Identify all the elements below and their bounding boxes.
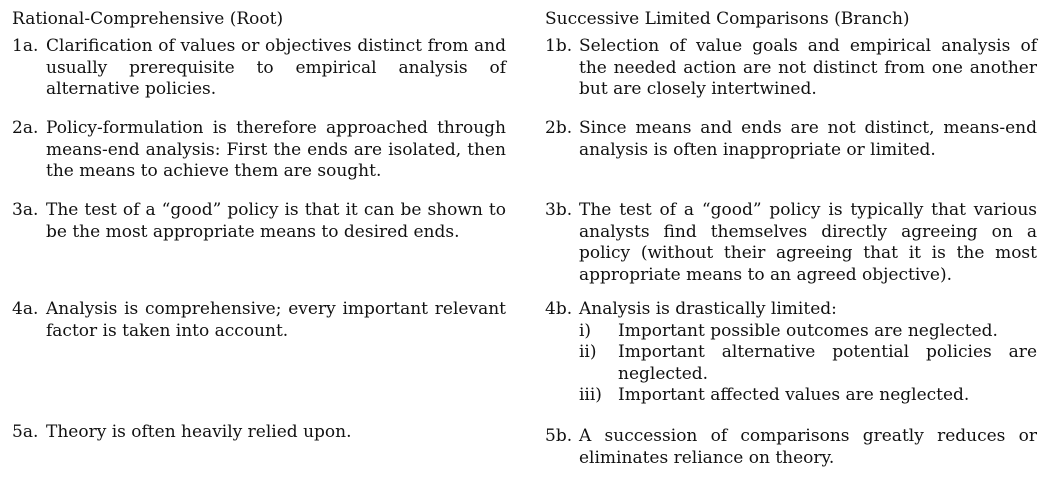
item-text: A succession of comparisons greatly reduces or eliminates reliance on theory. [579,426,1037,468]
subitem-i [579,321,1037,343]
root-item-2a [12,118,506,183]
item-text: Analysis is drastically limited: [579,299,837,319]
item-text: Clarification of values or objectives distinct from and usually prerequisite to empirical analysis of alternative policies. [46,36,506,99]
item-text: The test of a “good” policy is that it can be shown to be the most appropriate means to desired ends. [46,200,506,242]
root-item-5a [12,422,506,444]
item-text: Selection of value goals and empirical analysis of the needed action are not distinct from one another but are closely intertwined. [579,36,1037,99]
subitem-number: i) [579,320,592,341]
item-number: 4b. [545,299,573,319]
item-4b-body [579,299,1037,407]
branch-item-3b [545,200,1037,286]
root-item-1a [12,36,506,101]
branch-item-1b [545,36,1037,101]
item-number: 3b. [545,200,573,220]
item-number: 2a. [12,118,39,138]
subitem-ii [579,342,1037,385]
item-number: 3a. [12,200,39,220]
item-text: Theory is often heavily relied upon. [46,422,352,442]
subitem-number: iii) [579,385,602,405]
item-number: 5b. [545,426,573,446]
item-number: 4a. [12,299,39,319]
branch-column [545,8,1037,468]
branch-item-5b [545,426,1037,469]
item-number: 5a. [12,422,39,442]
root-item-4a [12,299,506,342]
item-text: Analysis is comprehensive; every important relevant factor is taken into account. [46,299,506,341]
item-text: The test of a “good” policy is typically that various analysts find themselves directly agreeing on a policy (without their agreeing that it is the most appropriate means to an agreed objective). [579,200,1037,285]
subitem-text: Important affected values are neglected. [618,385,970,405]
item-number: 1b. [545,36,573,56]
root-column [12,8,506,442]
subitem-iii [579,385,1037,407]
item-number: 1a. [12,36,39,56]
branch-item-2b [545,118,1037,161]
branch-column-heading: Successive Limited Comparisons (Branch) [545,9,910,29]
branch-item-4b [545,299,1037,407]
root-column-heading: Rational-Comprehensive (Root) [12,9,284,29]
subitem-text: Important alternative potential policies are neglected. [618,342,1037,384]
item-number: 2b. [545,118,573,138]
subitem-number: ii) [579,342,597,362]
subitem-text: Important possible outcomes are neglected. [618,320,998,341]
item-text: Policy-formulation is therefore approached through means-end analysis: First the ends are isolated, then the means to achieve them are sought. [46,118,506,181]
item-text: Since means and ends are not distinct, means-end analysis is often inappropriate or limited. [579,118,1037,160]
root-item-3a [12,200,506,243]
